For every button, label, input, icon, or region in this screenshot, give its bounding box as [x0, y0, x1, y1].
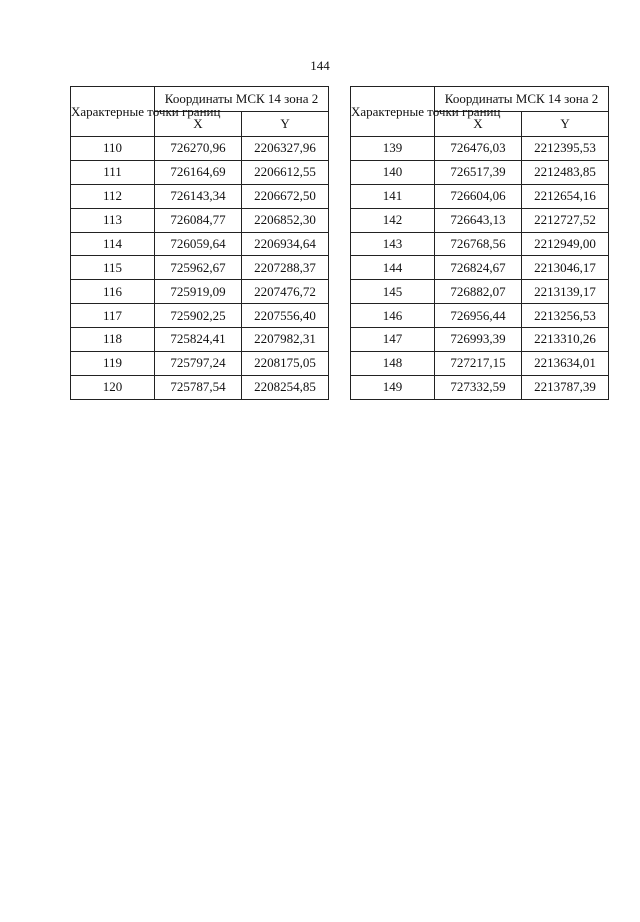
- y-coordinate-cell: 2207982,31: [242, 328, 329, 352]
- table-row: [351, 184, 609, 208]
- table-row: [71, 232, 329, 256]
- point-number-cell: 118: [71, 328, 155, 352]
- point-number-cell: 112: [71, 184, 155, 208]
- table-row: [71, 280, 329, 304]
- y-coordinate-cell: 2212949,00: [522, 232, 609, 256]
- table-row: [351, 160, 609, 184]
- y-coordinate-cell: 2207556,40: [242, 304, 329, 328]
- y-coordinate-cell: 2213046,17: [522, 256, 609, 280]
- x-coordinate-cell: 726164,69: [155, 160, 242, 184]
- y-coordinate-cell: 2213256,53: [522, 304, 609, 328]
- table-row: [71, 328, 329, 352]
- table-row: [351, 304, 609, 328]
- table-row: [71, 184, 329, 208]
- point-number-cell: 114: [71, 232, 155, 256]
- y-coordinate-cell: 2207476,72: [242, 280, 329, 304]
- point-number-cell: 146: [351, 304, 435, 328]
- header-y: Y: [242, 112, 329, 137]
- point-number-cell: 140: [351, 160, 435, 184]
- y-coordinate-cell: 2206852,30: [242, 208, 329, 232]
- y-coordinate-cell: 2208254,85: [242, 375, 329, 399]
- table-row: [351, 351, 609, 375]
- x-coordinate-cell: 726604,06: [435, 184, 522, 208]
- table-row: [71, 256, 329, 280]
- coordinates-table-right: [350, 86, 609, 400]
- table-body: [71, 137, 329, 400]
- x-coordinate-cell: 727217,15: [435, 351, 522, 375]
- page-number: 144: [310, 58, 330, 73]
- point-number-cell: 120: [71, 375, 155, 399]
- x-coordinate-cell: 726956,44: [435, 304, 522, 328]
- table-row: [71, 304, 329, 328]
- x-coordinate-cell: 726643,13: [435, 208, 522, 232]
- table-row: [351, 137, 609, 161]
- y-coordinate-cell: 2208175,05: [242, 351, 329, 375]
- y-coordinate-cell: 2212483,85: [522, 160, 609, 184]
- y-coordinate-cell: 2206612,55: [242, 160, 329, 184]
- point-number-cell: 113: [71, 208, 155, 232]
- table-row: [351, 328, 609, 352]
- coordinates-table-left: [70, 86, 329, 400]
- y-coordinate-cell: 2206327,96: [242, 137, 329, 161]
- header-coordinates: Координаты МСК 14 зона 2: [155, 87, 329, 112]
- x-coordinate-cell: 725797,24: [155, 351, 242, 375]
- point-number-cell: 149: [351, 375, 435, 399]
- y-coordinate-cell: 2212654,16: [522, 184, 609, 208]
- header-coordinates: Координаты МСК 14 зона 2: [435, 87, 609, 112]
- table-row: [351, 375, 609, 399]
- x-coordinate-cell: 727332,59: [435, 375, 522, 399]
- x-coordinate-cell: 726143,34: [155, 184, 242, 208]
- x-coordinate-cell: 725919,09: [155, 280, 242, 304]
- table-row: [71, 375, 329, 399]
- y-coordinate-cell: 2206672,50: [242, 184, 329, 208]
- table-body: [351, 137, 609, 400]
- y-coordinate-cell: 2213634,01: [522, 351, 609, 375]
- x-coordinate-cell: 726270,96: [155, 137, 242, 161]
- header-boundary-points: Характерные точки границ: [351, 87, 435, 137]
- y-coordinate-cell: 2213139,17: [522, 280, 609, 304]
- table-row: [351, 232, 609, 256]
- x-coordinate-cell: 726517,39: [435, 160, 522, 184]
- point-number-cell: 117: [71, 304, 155, 328]
- x-coordinate-cell: 726084,77: [155, 208, 242, 232]
- point-number-cell: 116: [71, 280, 155, 304]
- point-number-cell: 111: [71, 160, 155, 184]
- y-coordinate-cell: 2213787,39: [522, 375, 609, 399]
- point-number-cell: 110: [71, 137, 155, 161]
- table-row: [71, 208, 329, 232]
- x-coordinate-cell: 725787,54: [155, 375, 242, 399]
- table-row: [71, 137, 329, 161]
- x-coordinate-cell: 726476,03: [435, 137, 522, 161]
- x-coordinate-cell: 726824,67: [435, 256, 522, 280]
- point-number-cell: 139: [351, 137, 435, 161]
- x-coordinate-cell: 725962,67: [155, 256, 242, 280]
- point-number-cell: 144: [351, 256, 435, 280]
- point-number-cell: 145: [351, 280, 435, 304]
- table-row: [351, 256, 609, 280]
- y-coordinate-cell: 2207288,37: [242, 256, 329, 280]
- header-x: X: [155, 112, 242, 137]
- table-row: [351, 280, 609, 304]
- table-row: [71, 160, 329, 184]
- point-number-cell: 115: [71, 256, 155, 280]
- point-number-cell: 148: [351, 351, 435, 375]
- table-row: [351, 208, 609, 232]
- point-number-cell: 147: [351, 328, 435, 352]
- x-coordinate-cell: 726993,39: [435, 328, 522, 352]
- table-row: [71, 351, 329, 375]
- header-x: X: [435, 112, 522, 137]
- header-boundary-points: Характерные точки границ: [71, 87, 155, 137]
- point-number-cell: 119: [71, 351, 155, 375]
- x-coordinate-cell: 725824,41: [155, 328, 242, 352]
- y-coordinate-cell: 2212727,52: [522, 208, 609, 232]
- x-coordinate-cell: 726882,07: [435, 280, 522, 304]
- x-coordinate-cell: 726768,56: [435, 232, 522, 256]
- point-number-cell: 143: [351, 232, 435, 256]
- header-y: Y: [522, 112, 609, 137]
- x-coordinate-cell: 725902,25: [155, 304, 242, 328]
- point-number-cell: 141: [351, 184, 435, 208]
- point-number-cell: 142: [351, 208, 435, 232]
- y-coordinate-cell: 2206934,64: [242, 232, 329, 256]
- y-coordinate-cell: 2212395,53: [522, 137, 609, 161]
- x-coordinate-cell: 726059,64: [155, 232, 242, 256]
- y-coordinate-cell: 2213310,26: [522, 328, 609, 352]
